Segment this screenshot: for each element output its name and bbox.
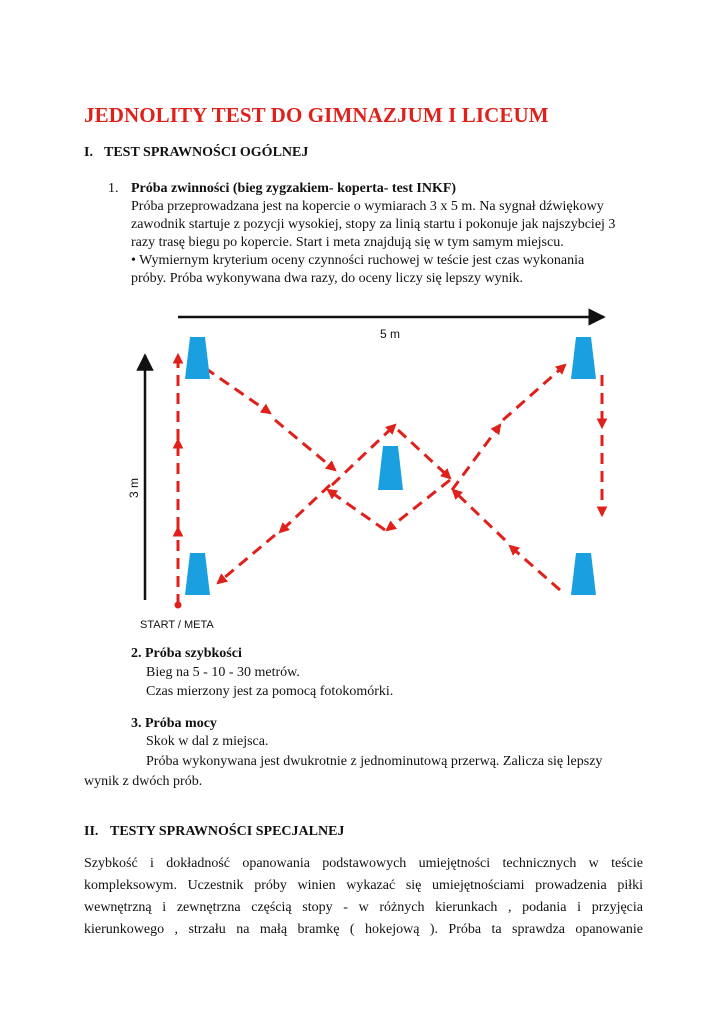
cone-bottom-right <box>571 553 596 595</box>
special-tests-paragraph <box>84 853 643 941</box>
section-2-number: II. <box>84 824 99 839</box>
item-2-line: Czas mierzony jest za pomocą fotokomórki. <box>146 684 394 699</box>
path-arrow <box>503 365 565 420</box>
paragraph-line: wewnętrzną i zewnętrzna częścią stopy - w różnych kierunkach , podania i przyjęcia <box>84 900 643 915</box>
document-title: JEDNOLITY TEST DO GIMNAZJUM I LICEUM <box>84 103 549 127</box>
path-arrow <box>453 490 505 540</box>
cone-top-left <box>185 337 210 379</box>
path-arrow <box>510 546 560 590</box>
section-2-heading <box>84 824 344 840</box>
path-arrow <box>452 425 500 490</box>
cone-top-right <box>571 337 596 379</box>
item-1-line: zawodnik startuje z pozycji wysokiej, stopy za linią startu i pokonuje jak najszybciej 3 <box>131 217 616 232</box>
path-arrow <box>398 430 450 478</box>
item-2-heading: 2. Próba szybkości <box>131 646 242 661</box>
path-arrow <box>280 485 330 532</box>
item-1-number: 1. <box>108 181 119 196</box>
item-1-line: • Wymiernym kryterium oceny czynności ruchowej w teście jest czas wykonania <box>131 253 585 268</box>
item-2-line: Bieg na 5 - 10 - 30 metrów. <box>146 665 300 680</box>
paragraph-line: kompleksowym. Uczestnik próby winien wykazać się umiejętnościami prowadzenia piłki <box>84 878 643 893</box>
item-3-line: wynik z dwóch prób. <box>84 774 203 789</box>
envelope-course-diagram <box>120 300 620 640</box>
item-power-test <box>84 715 644 791</box>
item-3-heading: 3. Próba mocy <box>131 716 217 731</box>
section-1-number: I. <box>84 145 93 160</box>
item-3-line: Próba wykonywana jest dwukrotnie z jednominutową przerwą. Zalicza się lepszy <box>146 754 603 769</box>
start-finish-label: START / META <box>140 619 214 631</box>
paragraph-line: kierunkowego , strzału na małą bramkę ( hokejową ). Próba ta sprawdza opanowanie <box>84 922 643 937</box>
start-point <box>175 602 182 609</box>
path-arrow <box>275 420 335 470</box>
item-agility-test <box>108 180 648 288</box>
section-2-title: TESTY SPRAWNOŚCI SPECJALNEJ <box>110 824 345 839</box>
height-label: 3 m <box>127 477 141 499</box>
section-1-title: TEST SPRAWNOŚCI OGÓLNEJ <box>104 145 309 160</box>
cone-center <box>378 446 403 490</box>
section-1-heading <box>84 145 308 161</box>
width-label: 5 m <box>379 327 401 341</box>
path-arrow <box>328 490 385 530</box>
cone-bottom-left <box>185 553 210 595</box>
item-speed-test <box>84 645 644 701</box>
item-3-line: Skok w dal z miejsca. <box>146 734 269 749</box>
item-1-line: Próba przeprowadzana jest na kopercie o wymiarach 3 x 5 m. Na sygnał dźwiękowy <box>131 199 604 214</box>
paragraph-line: Szybkość i dokładność opanowania podstawowych umiejętności technicznych w teście <box>84 856 643 871</box>
item-1-line: razy trasę biegu po kopercie. Start i meta znajdują się w tym samym miejscu. <box>131 235 564 250</box>
item-1-line: próby. Próba wykonywana dwa razy, do oceny liczy się lepszy wynik. <box>131 271 524 286</box>
item-1-heading: Próba zwinności (bieg zygzakiem- koperta- test INKF) <box>131 181 457 196</box>
path-arrow <box>218 535 275 583</box>
path-arrow <box>205 368 270 413</box>
